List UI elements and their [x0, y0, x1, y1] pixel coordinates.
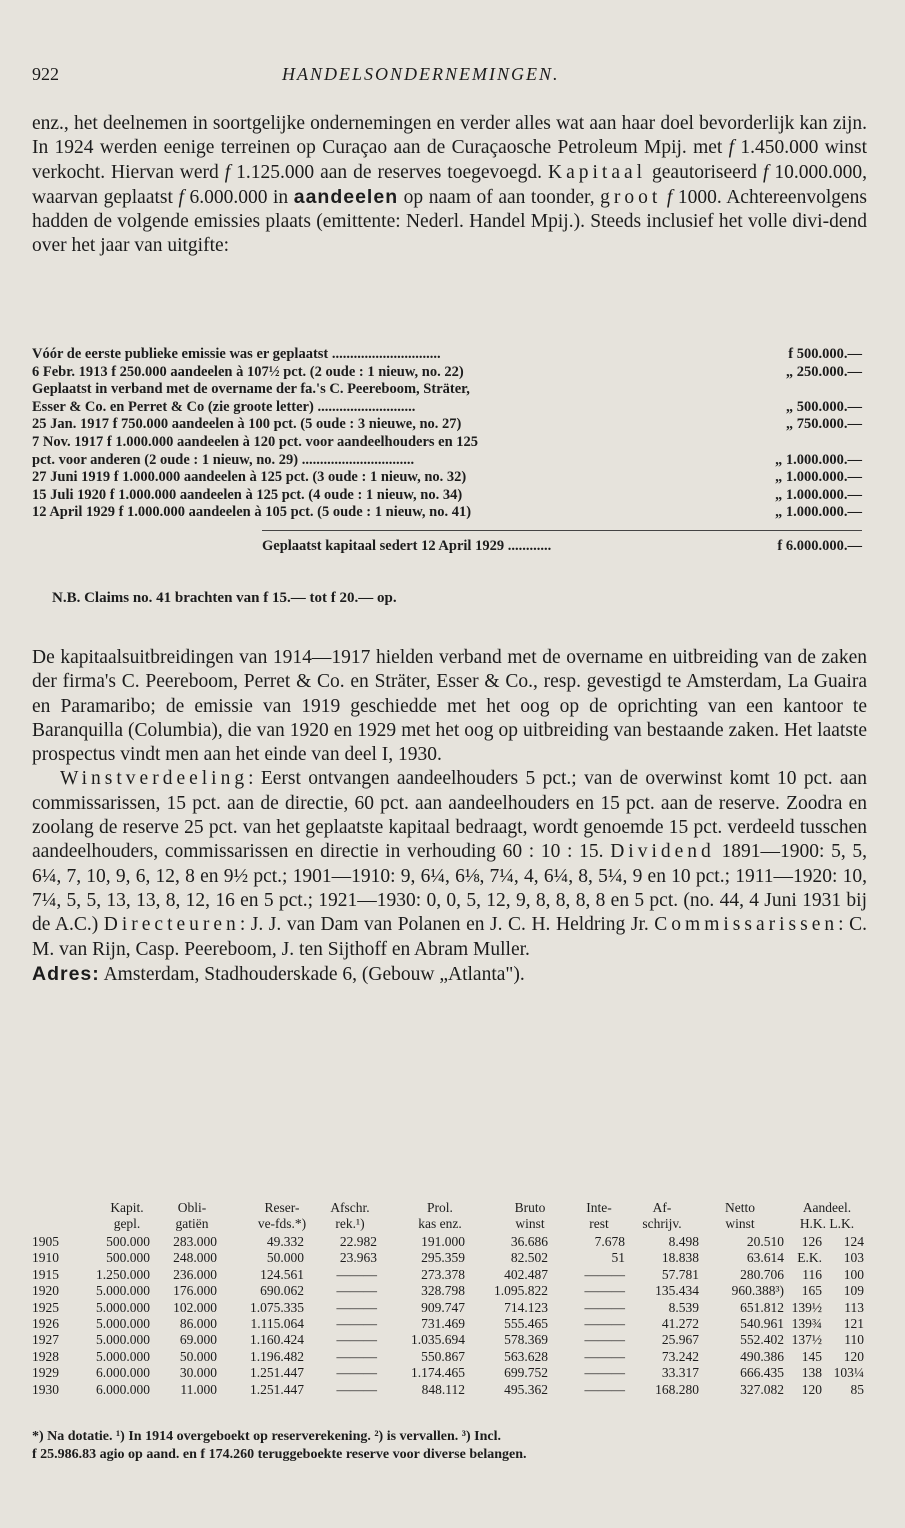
- table-cell: 49.332: [266, 1234, 304, 1249]
- table-cell: 5.000.000: [96, 1315, 150, 1331]
- column-header-line: Reser-: [264, 1200, 300, 1215]
- table-row: [32, 1300, 872, 1316]
- table-cell: 20.510: [746, 1234, 784, 1249]
- table-cell: 555.465: [504, 1315, 548, 1331]
- table-cell: 540.961: [740, 1315, 784, 1331]
- table-header: [32, 1200, 872, 1234]
- column-header-line: Aandeel.: [802, 1200, 852, 1215]
- table-cell: 124.561: [260, 1266, 304, 1282]
- column-header-line: Netto: [725, 1200, 755, 1215]
- row-year: 1910: [32, 1250, 59, 1266]
- table-cell: 550.867: [421, 1348, 465, 1364]
- p-winstverdeeling: [32, 767, 867, 961]
- total-label: Geplaatst kapitaal sedert 12 April 1929 ............: [262, 538, 552, 554]
- table-cell: 273.378: [421, 1266, 465, 1282]
- table-cell: 137½: [791, 1332, 822, 1348]
- intro-paragraph: [32, 112, 867, 259]
- table-cell: 73.242: [661, 1348, 699, 1364]
- table-cell: 82.502: [510, 1250, 548, 1266]
- table-cell: 1.035.694: [411, 1332, 465, 1348]
- table-row: [32, 1382, 872, 1398]
- intro-text: 1000. Achtereenvolgens hadden de volgende emissies plaats (emittente: Nederl. Handel Mpij.). Steeds inclusief het volle divi-dend over het jaar van uitgifte:: [32, 186, 867, 257]
- table-cell: ———: [584, 1332, 625, 1348]
- table-cell: 5.000.000: [96, 1332, 150, 1348]
- table-row: [32, 1365, 872, 1381]
- table-cell: ———: [336, 1381, 377, 1397]
- emission-row: [32, 504, 872, 522]
- table-cell: 138: [801, 1365, 822, 1381]
- column-header-line: gepl.: [113, 1216, 141, 1231]
- table-cell: ———: [584, 1266, 625, 1282]
- row-year: 1928: [32, 1348, 59, 1364]
- page-header: [32, 64, 872, 88]
- table-cell: 168.280: [655, 1381, 699, 1397]
- table-cell: 23.963: [339, 1250, 377, 1266]
- emission-desc: 27 Juni 1919 f 1.000.000 aandeelen à 125 pct. (3 oude : 1 nieuw, no. 32): [32, 469, 467, 486]
- table-cell: 25.967: [661, 1332, 699, 1348]
- intro-f1: f: [728, 137, 735, 159]
- row-year: 1920: [32, 1283, 59, 1299]
- row-year: 1926: [32, 1315, 59, 1331]
- table-cell: 22.982: [339, 1234, 377, 1249]
- table-cell: 139½: [791, 1299, 822, 1315]
- emission-amount: „ 250.000.—: [785, 363, 862, 380]
- table-row: [32, 1234, 872, 1250]
- table-cell: 69.000: [179, 1332, 217, 1348]
- emission-amount: „ 1.000.000.—: [775, 451, 862, 468]
- kapitaal-label: Kapitaal: [548, 161, 647, 183]
- table-cell: 1.075.335: [250, 1299, 304, 1315]
- column-header: [300, 1200, 400, 1232]
- commissarissen-text: : C. M. van Rijn, Casp. Peereboom, J. ten Sijthoff en Abram Muller.: [32, 914, 867, 960]
- table-cell: 145: [801, 1348, 822, 1364]
- table-cell: 328.798: [421, 1283, 465, 1299]
- table-cell: 731.469: [421, 1315, 465, 1331]
- footnote-line-1: *) Na dotatie. ¹) In 1914 overgeboekt op reserverekening. ²) is vervallen. ³) Incl.: [32, 1429, 501, 1444]
- table-cell: 51: [611, 1250, 625, 1266]
- table-cell: 11.000: [180, 1381, 217, 1397]
- dividend-text: 1891—1900: 5, 5, 6¼, 7, 10, 9, 6, 12, 8 en 9½ pct.; 1901—1910: 9, 6¼, 6⅛, 7¼, 4, 6¼, 8, 5¼, 9 en 10 pct.; 1911—1920: 10, 7¼, 5, 5, 13, 13, 8, 12, 16 en 5 pct.; 1921—1930: 0, 0, 5, 12, 9, 8, 8, 8, 8 en 5 pct. (no. 44, 4 Juni 1931 bij de A.C.): [32, 841, 867, 936]
- table-cell: 6.000.000: [96, 1365, 150, 1381]
- table-cell: 109: [843, 1283, 864, 1299]
- p-kapitaalsuitbreiding: De kapitaalsuitbreidingen van 1914—1917 hielden verband met de overname en uitbreiding van de zaken der firma's C. Peereboom, Perret & Co. en Sträter, Esser & Co., resp. gevestigd te Amsterdam, La Guaira en Paramaribo; de emissie van 1919 geschiedde met het oog op de oprichting van een kantoor te Baranquilla (Columbia), die van 1920 en 1929 met het oog op uitbreiding van bestaande zaken. Het laatste prospectus vindt men aan het einde van deel I, 1930.: [32, 647, 867, 766]
- table-cell: ———: [336, 1365, 377, 1381]
- column-header: [390, 1200, 490, 1232]
- table-cell: 327.082: [740, 1381, 784, 1397]
- table-cell: 699.752: [504, 1365, 548, 1381]
- column-header-line: schrijv.: [642, 1216, 682, 1231]
- table-cell: 33.317: [661, 1365, 699, 1381]
- emission-desc: pct. voor anderen (2 oude : 1 nieuw, no. 29) ...............................: [32, 451, 415, 468]
- column-header: [142, 1200, 242, 1232]
- table-cell: 402.487: [504, 1266, 548, 1282]
- emission-desc: Vóór de eerste publieke emissie was er geplaatst ..............................: [32, 346, 441, 362]
- table-cell: 651.812: [740, 1299, 784, 1315]
- table-cell: 1.250.000: [96, 1266, 150, 1282]
- table-cell: ———: [584, 1315, 625, 1331]
- table-cell: 1.251.447: [250, 1381, 304, 1397]
- table-cell: 552.402: [740, 1332, 784, 1348]
- emission-row: [32, 487, 872, 505]
- table-cell: 120: [843, 1348, 864, 1364]
- table-cell: 30.000: [179, 1365, 217, 1381]
- body-paragraphs: [32, 646, 867, 987]
- table-cell: E.K.: [797, 1250, 822, 1266]
- emission-row: [32, 346, 872, 364]
- intro-f4: f: [178, 186, 184, 208]
- table-cell: ———: [336, 1315, 377, 1331]
- table-cell: 1.115.064: [250, 1315, 304, 1331]
- adres-label: Adres:: [32, 962, 100, 985]
- total-amount: f 6.000.000.—: [777, 538, 862, 554]
- table-cell: 495.362: [504, 1381, 548, 1397]
- emission-desc: 7 Nov. 1917 f 1.000.000 aandeelen à 120 pct. voor aandeelhouders en 125: [32, 433, 479, 450]
- column-header-line: winst: [515, 1216, 545, 1231]
- table-cell: ———: [336, 1266, 377, 1282]
- table-cell: 1.095.822: [494, 1283, 548, 1299]
- table-cell: 8.498: [668, 1234, 699, 1249]
- table-cell: 500.000: [106, 1234, 150, 1249]
- table-cell: 57.781: [661, 1266, 699, 1282]
- table-cell: 120: [801, 1381, 822, 1397]
- emission-desc: Esser & Co. en Perret & Co (zie groote letter) ...........................: [32, 398, 416, 415]
- table-cell: 666.435: [740, 1365, 784, 1381]
- table-cell: 690.062: [260, 1283, 304, 1299]
- table-cell: 714.123: [504, 1299, 548, 1315]
- table-cell: ———: [584, 1365, 625, 1381]
- row-year: 1929: [32, 1365, 59, 1381]
- table-cell: 848.112: [421, 1381, 465, 1397]
- emission-amount: „ 1.000.000.—: [775, 486, 862, 503]
- table-cell: 1.160.424: [250, 1332, 304, 1348]
- table-cell: 490.386: [740, 1348, 784, 1364]
- emission-amount: „ 500.000.—: [785, 398, 862, 415]
- table-cell: 5.000.000: [96, 1299, 150, 1315]
- emission-desc: 6 Febr. 1913 f 250.000 aandeelen à 107½ pct. (2 oude : 1 nieuw, no. 22): [32, 363, 464, 380]
- table-cell: 176.000: [173, 1283, 217, 1299]
- emission-row: [32, 364, 872, 382]
- table-cell: 1.196.482: [250, 1348, 304, 1364]
- table-cell: 283.000: [173, 1234, 217, 1249]
- emission-row: [32, 434, 872, 452]
- emission-amount: „ 750.000.—: [785, 416, 862, 433]
- table-cell: 86.000: [179, 1315, 217, 1331]
- emission-amount: f 500.000.—: [788, 346, 862, 362]
- row-year: 1905: [32, 1234, 59, 1249]
- table-row: [32, 1349, 872, 1365]
- table-cell: 578.369: [504, 1332, 548, 1348]
- table-cell: 1.251.447: [250, 1365, 304, 1381]
- column-header-line: gatiën: [175, 1216, 209, 1231]
- table-cell: 909.747: [421, 1299, 465, 1315]
- emission-desc: 15 Juli 1920 f 1.000.000 aandeelen à 125 pct. (4 oude : 1 nieuw, no. 34): [32, 486, 463, 503]
- intro-f5: f: [666, 186, 673, 208]
- intro-text: op naam of aan toonder,: [398, 186, 601, 208]
- table-cell: 18.838: [661, 1250, 699, 1266]
- table-cell: 124: [843, 1234, 864, 1249]
- table-cell: 41.272: [661, 1315, 699, 1331]
- winstverdeeling-label: Winstverdeeling: [60, 768, 249, 790]
- column-header: [690, 1200, 790, 1232]
- table-cell: 5.000.000: [96, 1283, 150, 1299]
- table-cell: 8.539: [668, 1299, 699, 1315]
- row-year: 1927: [32, 1332, 59, 1348]
- page-number: 922: [32, 64, 59, 84]
- table-row: [32, 1250, 872, 1266]
- footnote-line-2: f 25.986.83 agio op aand. en f 174.260 teruggeboekte reserve voor diverse belangen.: [32, 1447, 527, 1462]
- table-cell: 63.614: [746, 1250, 784, 1266]
- table-cell: ———: [584, 1381, 625, 1397]
- table-cell: 85: [850, 1381, 864, 1397]
- column-header-line: Bruto: [514, 1200, 546, 1215]
- emission-row: [32, 381, 872, 399]
- aandeelen-label: aandeelen: [293, 185, 399, 208]
- table-cell: 50.000: [179, 1348, 217, 1364]
- table-cell: 280.706: [740, 1266, 784, 1282]
- emission-amount: „ 1.000.000.—: [775, 469, 862, 486]
- emission-desc: 25 Jan. 1917 f 750.000 aandeelen à 100 pct. (5 oude : 3 nieuwe, no. 27): [32, 416, 462, 433]
- column-header-line: H.K. L.K.: [799, 1216, 855, 1231]
- table-cell: ———: [584, 1283, 625, 1299]
- row-year: 1925: [32, 1299, 59, 1315]
- intro-text: 6.000.000 in: [183, 186, 294, 208]
- table-body: [32, 1234, 872, 1398]
- financial-table: [32, 1200, 872, 1398]
- emission-list: [32, 346, 872, 522]
- commissarissen-label: Commissarissen: [654, 914, 839, 936]
- adres-text: Amsterdam, Stadhouderskade 6, (Gebouw „Atlanta").: [99, 963, 525, 985]
- emission-desc: Geplaatst in verband met de overname der fa.'s C. Peereboom, Sträter,: [32, 381, 470, 398]
- emission-row: [32, 469, 872, 487]
- table-cell: 295.359: [421, 1250, 465, 1266]
- table-row: [32, 1332, 872, 1348]
- directeuren-label: Directeuren: [103, 914, 240, 936]
- column-header: [777, 1200, 877, 1232]
- dividend-label: Dividend: [610, 841, 715, 863]
- intro-text: enz., het deelnemen in soortgelijke ondernemingen en verder alles wat aan haar doel bevorderlijk kan zijn. In 1924 werden eenige terreinen op Curaçao aan de Curaçaosche Petroleum Mpij. met: [32, 113, 867, 159]
- intro-text: 10.000.000, waarvan geplaatst: [32, 161, 867, 208]
- table-cell: 7.678: [594, 1234, 625, 1249]
- table-cell: 100: [843, 1266, 864, 1282]
- winst-text: : Eerst ontvangen aandeelhouders 5 pct.; van de overwinst komt 10 pct. aan commissarissen, 15 pct. aan de directie, 60 pct. aan aandeelhouders en 15 pct. aan de reserve. Zoodra en zoolang de reserve 25 pct. van het geplaatste kapitaal bedraagt, wordt genoemde 15 pct. verdeeld tusschen aandeelhouders, commissarissen en directie in verhouding 60 : 10 : 15.: [32, 768, 867, 863]
- table-cell: 102.000: [173, 1299, 217, 1315]
- table-row: [32, 1267, 872, 1283]
- table-cell: 165: [801, 1283, 822, 1299]
- groot-label: groot: [600, 186, 662, 208]
- emission-amount: „ 1.000.000.—: [775, 504, 862, 521]
- table-cell: 1.174.465: [411, 1365, 465, 1381]
- table-cell: 5.000.000: [96, 1348, 150, 1364]
- p-adres: [32, 962, 867, 987]
- column-header-line: kas enz.: [418, 1216, 462, 1231]
- column-header-line: winst: [725, 1216, 755, 1231]
- emission-desc: 12 April 1929 f 1.000.000 aandeelen à 105 pct. (5 oude : 1 nieuw, no. 41): [32, 504, 472, 521]
- table-cell: 135.434: [655, 1283, 699, 1299]
- intro-text: geautoriseerd: [646, 161, 763, 183]
- table-cell: 116: [802, 1266, 822, 1282]
- table-cell: 36.686: [510, 1234, 548, 1249]
- emission-row: [32, 399, 872, 417]
- running-title: HANDELSONDERNEMINGEN.: [282, 64, 560, 84]
- column-header-line: Obli-: [177, 1200, 207, 1215]
- table-row: [32, 1316, 872, 1332]
- emission-row: [32, 416, 872, 434]
- table-cell: 103: [843, 1250, 864, 1266]
- nb-note: N.B. Claims no. 41 brachten van f 15.— tot f 20.— op.: [52, 590, 397, 606]
- table-cell: 103¼: [833, 1365, 864, 1381]
- column-header-line: rek.¹): [335, 1216, 365, 1231]
- table-cell: 563.628: [504, 1348, 548, 1364]
- row-year: 1930: [32, 1381, 59, 1397]
- table-cell: ———: [584, 1299, 625, 1315]
- table-cell: ———: [336, 1332, 377, 1348]
- table-row: [32, 1283, 872, 1299]
- table-cell: 139¾: [791, 1315, 822, 1331]
- table-cell: 126: [801, 1234, 822, 1249]
- intro-text: 1.125.000 aan de reserves toegevoegd.: [230, 161, 548, 183]
- column-header-line: rest: [589, 1216, 609, 1231]
- table-cell: ———: [584, 1348, 625, 1364]
- table-cell: 121: [843, 1315, 864, 1331]
- table-cell: ———: [336, 1299, 377, 1315]
- table-cell: 500.000: [106, 1250, 150, 1266]
- footnotes: [32, 1428, 872, 1464]
- table-cell: ———: [336, 1348, 377, 1364]
- table-cell: 110: [844, 1332, 864, 1348]
- column-header-line: Inte-: [586, 1200, 612, 1215]
- intro-f2: f: [224, 161, 231, 183]
- column-header-line: ve-fds.*): [257, 1216, 307, 1231]
- table-cell: 236.000: [173, 1266, 217, 1282]
- emission-row: [32, 452, 872, 470]
- column-header-line: Prol.: [427, 1200, 453, 1215]
- column-header-line: Kapit.: [110, 1200, 144, 1215]
- directeuren-text: : J. J. van Dam van Polanen en J. C. H. Heldring Jr.: [239, 914, 655, 936]
- row-year: 1915: [32, 1266, 59, 1282]
- table-cell: ———: [336, 1283, 377, 1299]
- intro-f3: f: [763, 161, 769, 183]
- table-cell: 6.000.000: [96, 1381, 150, 1397]
- table-cell: 248.000: [173, 1250, 217, 1266]
- total-rule: [262, 530, 862, 531]
- column-header-line: Af-: [652, 1200, 672, 1215]
- table-cell: 191.000: [421, 1234, 465, 1249]
- table-cell: 960.388³): [731, 1283, 784, 1299]
- table-cell: 50.000: [266, 1250, 304, 1266]
- table-cell: 113: [844, 1299, 864, 1315]
- intro-text: 1.450.000 winst verkocht. Hiervan werd: [32, 137, 867, 183]
- column-header-line: Afschr.: [330, 1200, 370, 1215]
